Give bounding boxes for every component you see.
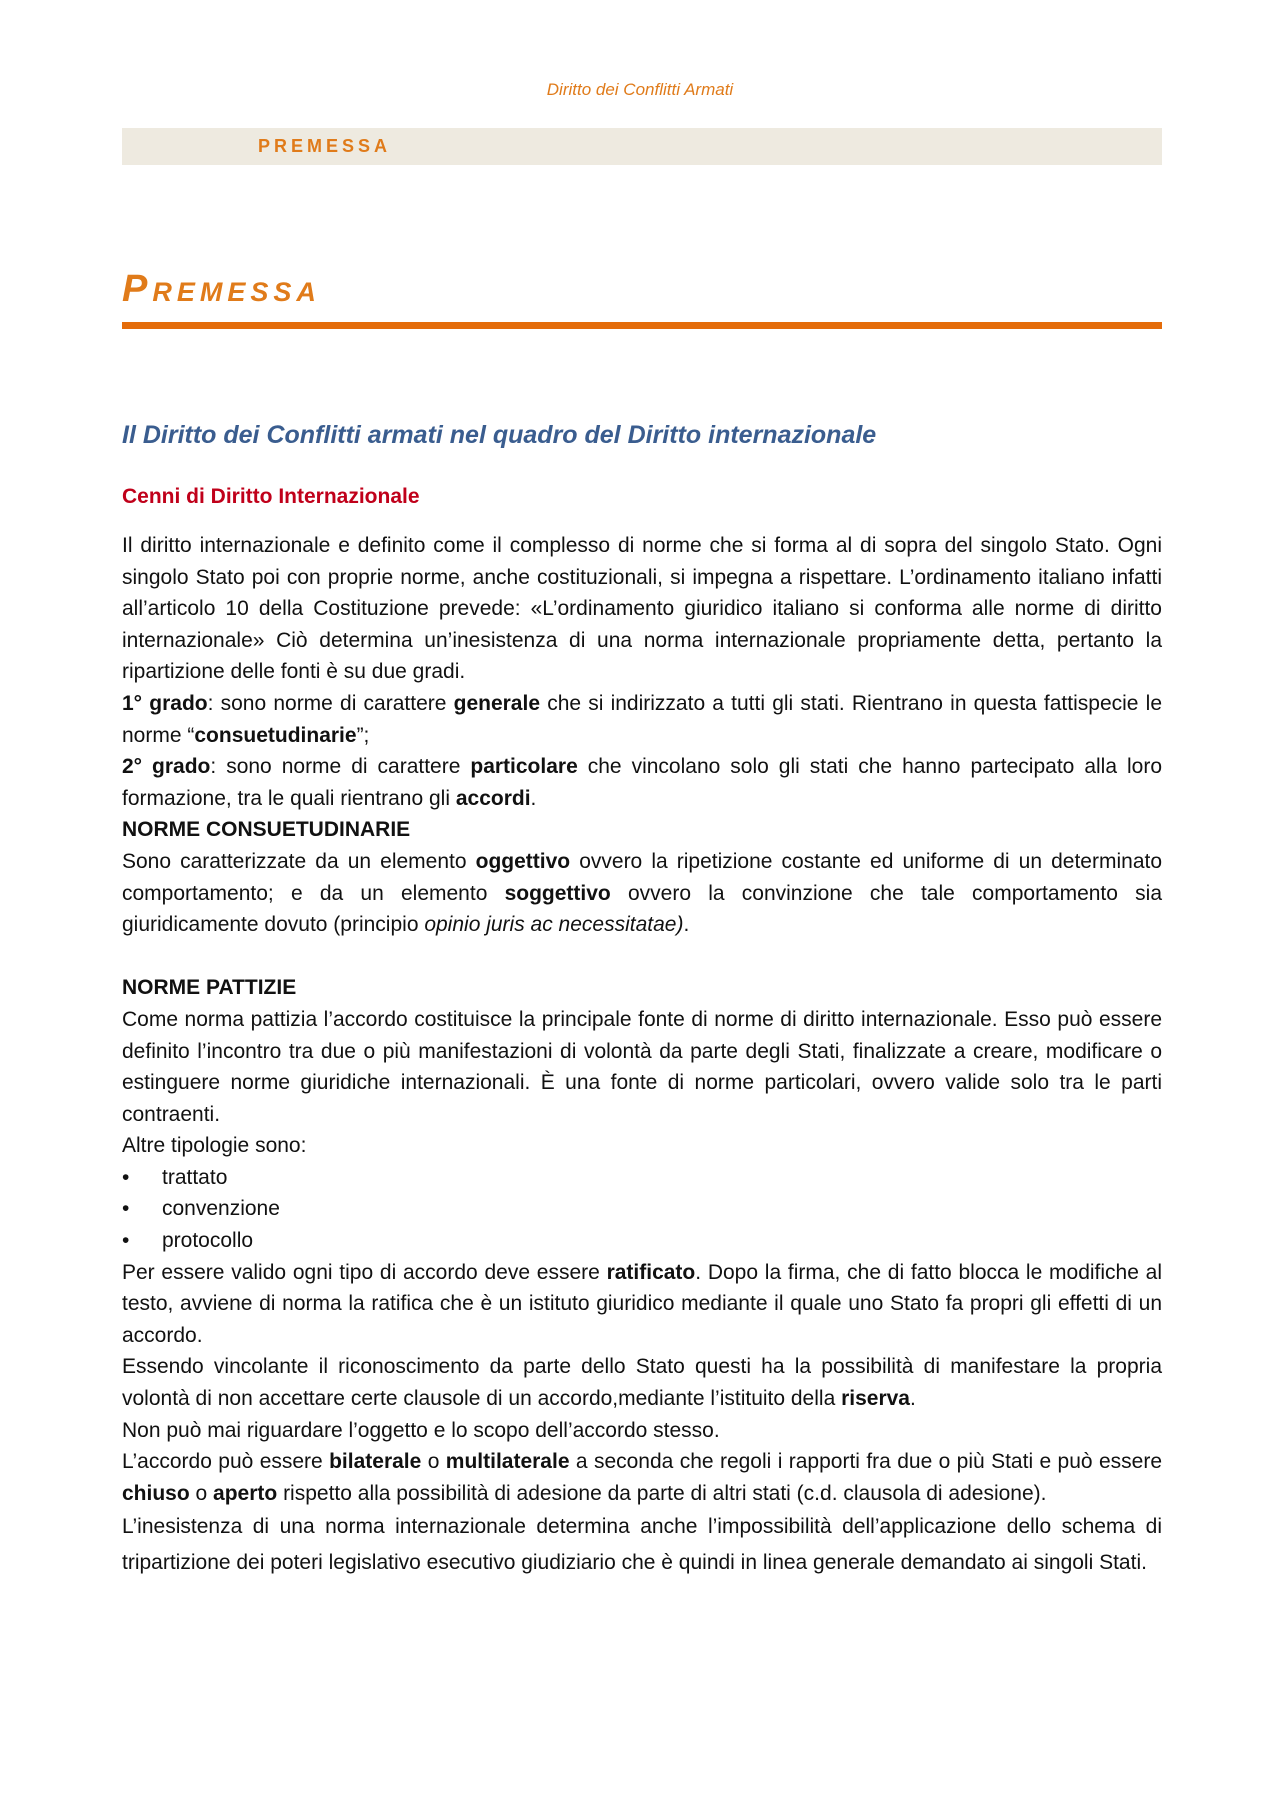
chapter-title: Premessa xyxy=(122,268,321,310)
bullet-icon: • xyxy=(122,1229,130,1253)
grado-2-label: 2° grado xyxy=(122,755,211,779)
grado-1-paragraph: 1° grado: sono norme di carattere generale che si indirizzato a tutti gli stati. Rientrano in questa fattispecie le norme “consuetudinarie”; xyxy=(122,691,1162,747)
closing-paragraph: L’inesistenza di una norma internazionale determina anche l’impossibilità dell’applicazione dello schema di tripartizione dei poteri legislativo esecutivo giudiziario che è quindi in linea generale demandato ai singoli Stati. xyxy=(122,1515,1162,1575)
grado-2-paragraph: 2° grado: sono norme di carattere particolare che vincolano solo gli stati che hanno partecipato alla loro formazione, tra le quali rientrano gli accordi. xyxy=(122,755,1162,810)
grado-1-label: 1° grado xyxy=(122,691,208,715)
bullet-icon: • xyxy=(122,1197,130,1221)
section-band xyxy=(122,128,1162,165)
section-subtitle: Il Diritto dei Conflitti armati nel quadro del Diritto internazionale xyxy=(122,421,877,449)
running-header: Diritto dei Conflitti Armati xyxy=(546,80,734,99)
bullet-icon: • xyxy=(122,1165,130,1189)
section-subheading: Cenni di Diritto Internazionale xyxy=(122,485,420,508)
pattizie-heading: NORME PATTIZIE xyxy=(122,976,297,1000)
tipologie-intro: Altre tipologie sono: xyxy=(122,1134,307,1158)
list-item: • convenzione xyxy=(122,1193,1162,1225)
list-item: • protocollo xyxy=(122,1225,1162,1257)
paragraph-gap xyxy=(122,941,1162,973)
body-text xyxy=(122,530,1162,1581)
intro-paragraph: Il diritto internazionale e definito come il complesso di norme che si forma al di sopra del singolo Stato. Ogni singolo Stato poi con proprie norme, anche costituzionali, si impegna a rispettare. L’ordinamento italiano infatti all’articolo 10 della Costituzione prevede: «L’ordinamento giuridico italiano si conforma alle norme di diritto internazionale» Ciò determina un’inesistenza di una norma internazionale propriamente detta, pertanto la ripartizione delle fonti è su due gradi. xyxy=(122,534,1162,684)
riserva-paragraph: Essendo vincolante il riconoscimento da parte dello Stato questi ha la possibilità di manifestare la propria volontà di non accettare certe clausole di un accordo,mediante l’istituito della riserva. xyxy=(122,1355,1162,1411)
scope-paragraph: Non può mai riguardare l’oggetto e lo scopo dell’accordo stesso. xyxy=(122,1418,720,1442)
section-band-label: PREMESSA xyxy=(258,136,392,156)
bilaterale-paragraph: L’accordo può essere bilaterale o multilaterale a seconda che regoli i rapporti fra due o più Stati e può essere chiuso o aperto rispetto alla possibilità di adesione da parte di altri stati (c.d. clausola di adesione). xyxy=(122,1450,1162,1505)
consuetudinarie-heading: NORME CONSUETUDINARIE xyxy=(122,818,411,842)
chapter-rule xyxy=(122,322,1162,329)
ratifica-paragraph: Per essere valido ogni tipo di accordo deve essere ratificato. Dopo la firma, che di fatto blocca le modifiche al testo, avviene di norma la ratifica che è un istituto giuridico mediante il quale uno Stato fa propri gli effetti di un accordo. xyxy=(122,1260,1163,1347)
tipologie-list xyxy=(122,1162,1162,1257)
list-item: • trattato xyxy=(122,1162,1162,1194)
pattizie-paragraph: Come norma pattizia l’accordo costituisce la principale fonte di norme di diritto internazionale. Esso può essere definito l’incontro tra due o più manifestazioni di volontà da parte degli Stati, finalizzate a creare, modificare o estinguere norme giuridiche internazionali. È una fonte di norme particolari, ovvero valide solo tra le parti contraenti. xyxy=(122,1007,1162,1126)
consuetudinarie-paragraph: Sono caratterizzate da un elemento oggettivo ovvero la ripetizione costante ed uniforme di un determinato comportamento; e da un elemento soggettivo ovvero la convinzione che tale comportamento sia giuridicamente dovuto (principio opinio juris ac necessitatae). xyxy=(122,849,1163,937)
